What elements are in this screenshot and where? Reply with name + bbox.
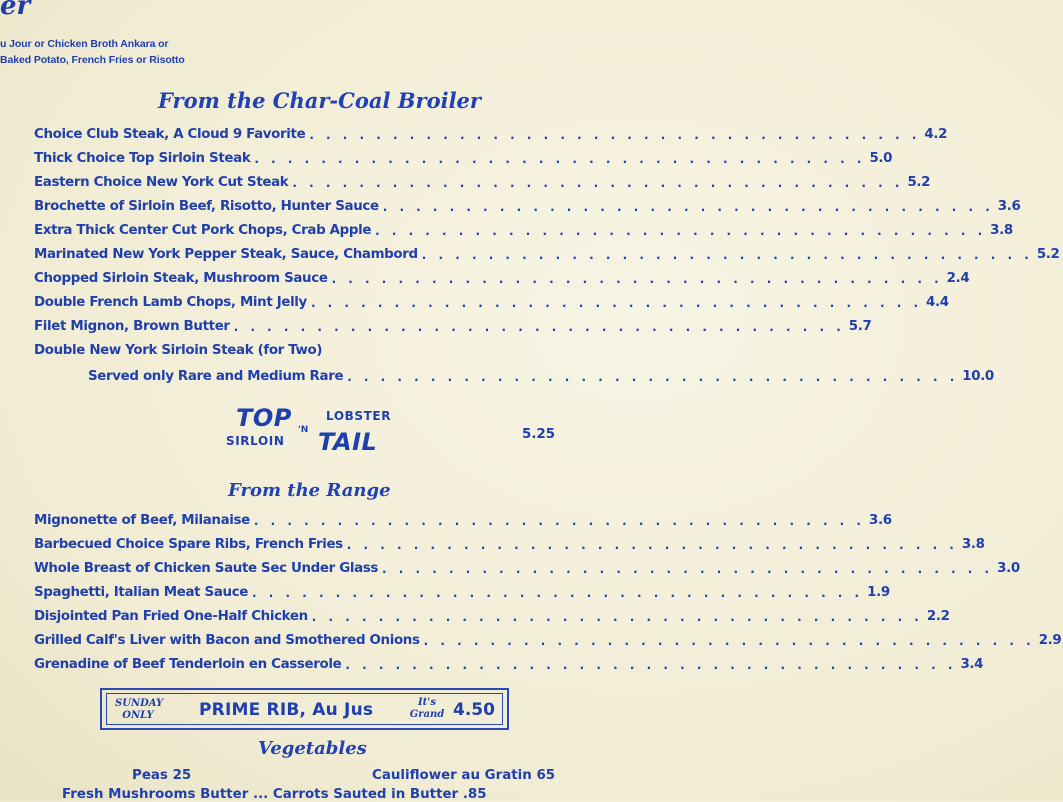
menu-item [34, 166, 931, 190]
promo-its-grand [407, 697, 447, 721]
menu-item-two-person-note [88, 360, 994, 384]
dot-leader: . . . . . . . . . . . . . . . . . . . . . . . . . . . . . . . . . . . . . [346, 538, 958, 552]
special-price: 5.25 [522, 427, 556, 442]
item-name: Whole Breast of Chicken Saute Sec Under Glass [34, 561, 379, 576]
intro-line-1: u Jour or Chicken Broth Ankara or [0, 38, 169, 50]
menu-item [34, 552, 1020, 576]
item-name: Marinated New York Pepper Steak, Sauce, Chambord [34, 247, 418, 262]
vegetable-name: Cauliflower au Gratin [372, 768, 532, 783]
promo-its: It's [418, 697, 436, 708]
menu-item [34, 310, 872, 334]
menu-item [34, 600, 950, 624]
item-name: Brochette of Sirloin Beef, Risotto, Hunter Sauce [34, 199, 379, 214]
item-price: 5.2 [1036, 247, 1060, 262]
menu-item [34, 648, 984, 672]
menu-item [34, 214, 1013, 238]
special-n: 'N [298, 425, 309, 435]
promo-grand: Grand [409, 709, 445, 720]
item-price: 3.6 [868, 513, 892, 528]
item-price: 5.7 [848, 319, 872, 334]
item-name: Choice Club Steak, A Cloud 9 Favorite [34, 127, 306, 142]
cut-off-text: Fresh Mushrooms Butter ... Carrots Sauted in Butter .85 [62, 787, 487, 802]
item-price: 5.2 [907, 175, 931, 190]
special-sirloin: SIRLOIN [226, 434, 285, 448]
vegetable-item-cauliflower [372, 768, 555, 783]
menu-item [34, 238, 1060, 262]
item-name: Double New York Sirloin Steak (for Two) [34, 343, 323, 358]
item-price: 1.9 [867, 585, 890, 600]
menu-item [34, 504, 892, 528]
item-price: 3.8 [961, 537, 985, 552]
item-name: Grenadine of Beef Tenderloin en Casserole [34, 657, 342, 672]
promo-sunday: SUNDAY [115, 698, 164, 709]
item-price: 4.2 [924, 127, 948, 142]
dot-leader: . . . . . . . . . . . . . . . . . . . . . . . . . . . . . . . . . . . . . [382, 200, 994, 214]
intro-line-2: Baked Potato, French Fries or Risotto [0, 54, 185, 66]
menu-item [34, 624, 1062, 648]
vegetable-item-peas [132, 768, 191, 783]
menu-item [34, 118, 948, 142]
dot-leader: . . . . . . . . . . . . . . . . . . . . . . . . . . . . . . . . . . . . . [253, 514, 865, 528]
item-name: Disjointed Pan Fried One-Half Chicken [34, 609, 308, 624]
item-price: 4.4 [926, 295, 949, 310]
menu-item [34, 576, 890, 600]
prime-rib-promo-box [100, 688, 509, 730]
item-price: 5.0 [869, 151, 893, 166]
dot-leader: . . . . . . . . . . . . . . . . . . . . . . . . . . . . . . . . . . . . . [311, 610, 923, 624]
dot-leader: . . . . . . . . . . . . . . . . . . . . . . . . . . . . . . . . . . . . . [309, 128, 921, 142]
broiler-section-title: From the Char-Coal Broiler [158, 88, 481, 113]
promo-sunday-only [115, 698, 164, 722]
dot-leader: . . . . . . . . . . . . . . . . . . . . . . . . . . . . . . . . . . . . . [292, 176, 904, 190]
item-price: 3.4 [960, 657, 984, 672]
item-price: 2.4 [946, 271, 970, 286]
menu-item-two-person [34, 334, 582, 358]
dot-leader: . . . . . . . . . . . . . . . . . . . . . . . . . . . . . . . . . . . . . [233, 320, 845, 334]
item-name: Double French Lamb Chops, Mint Jelly [34, 295, 307, 310]
menu-item [34, 190, 1021, 214]
dot-leader: . . . . . . . . . . . . . . . . . . . . . . . . . . . . . . . . . . . . . [347, 370, 959, 384]
dot-leader: . . . . . . . . . . . . . . . . . . . . . . . . . . . . . . . . . . . . . [423, 634, 1035, 648]
dot-leader: . . . . . . . . . . . . . . . . . . . . . . . . . . . . . . . . . . . . . [375, 224, 987, 238]
dot-leader: . . . . . . . . . . . . . . . . . . . . . . . . . . . . . . . . . . . . . [254, 152, 866, 166]
promo-dish: PRIME RIB, Au Jus [199, 700, 374, 720]
promo-only: ONLY [122, 710, 154, 721]
range-section-title: From the Range [228, 480, 391, 501]
menu-item [34, 262, 970, 286]
dot-leader: . . . . . . . . . . . . . . . . . . . . . . . . . . . . . . . . . . . . . [421, 248, 1033, 262]
item-name: Chopped Sirloin Steak, Mushroom Sauce [34, 271, 328, 286]
menu-item [34, 286, 949, 310]
vegetables-section-title: Vegetables [258, 738, 367, 759]
vegetable-price: 65 [536, 768, 556, 783]
item-price: 2.9 [1038, 633, 1062, 648]
item-price: 3.6 [997, 199, 1021, 214]
cut-off-line [0, 787, 582, 802]
dot-leader: . . . . . . . . . . . . . . . . . . . . . . . . . . . . . . . . . . . . . [345, 658, 957, 672]
item-price: 3.8 [990, 223, 1013, 238]
promo-price: 4.50 [453, 700, 495, 720]
item-name: Mignonette of Beef, Milanaise [34, 513, 250, 528]
item-price: 3.0 [997, 561, 1020, 576]
special-lobster: LOBSTER [326, 409, 392, 423]
item-name: Eastern Choice New York Cut Steak [34, 175, 289, 190]
menu-item [34, 528, 985, 552]
dot-leader: . . . . . . . . . . . . . . . . . . . . . . . . . . . . . . . . . . . . . [310, 296, 923, 310]
dot-leader: . . . . . . . . . . . . . . . . . . . . . . . . . . . . . . . . . . . . . [252, 586, 864, 600]
vegetable-price: 25 [172, 768, 192, 783]
promo-inner-border [106, 693, 503, 725]
item-note: Served only Rare and Medium Rare [88, 369, 344, 384]
item-name: Spaghetti, Italian Meat Sauce [34, 585, 249, 600]
vegetable-name: Peas [132, 768, 168, 783]
page-title-fragment: er [0, 0, 31, 21]
item-price: 2.2 [926, 609, 950, 624]
dot-leader: . . . . . . . . . . . . . . . . . . . . . . . . . . . . . . . . . . . . . [382, 562, 994, 576]
item-name: Grilled Calf's Liver with Bacon and Smothered Onions [34, 633, 420, 648]
item-name: Thick Choice Top Sirloin Steak [34, 151, 251, 166]
menu-item [34, 142, 893, 166]
item-name: Filet Mignon, Brown Butter [34, 319, 230, 334]
item-price: 10.0 [962, 369, 994, 384]
dot-leader: . . . . . . . . . . . . . . . . . . . . . . . . . . . . . . . . . . . . . [331, 272, 943, 286]
special-top: TOP [236, 404, 292, 432]
special-tail: TAIL [318, 428, 378, 456]
item-name: Extra Thick Center Cut Pork Chops, Crab Apple [34, 223, 372, 238]
item-name: Barbecued Choice Spare Ribs, French Fries [34, 537, 343, 552]
